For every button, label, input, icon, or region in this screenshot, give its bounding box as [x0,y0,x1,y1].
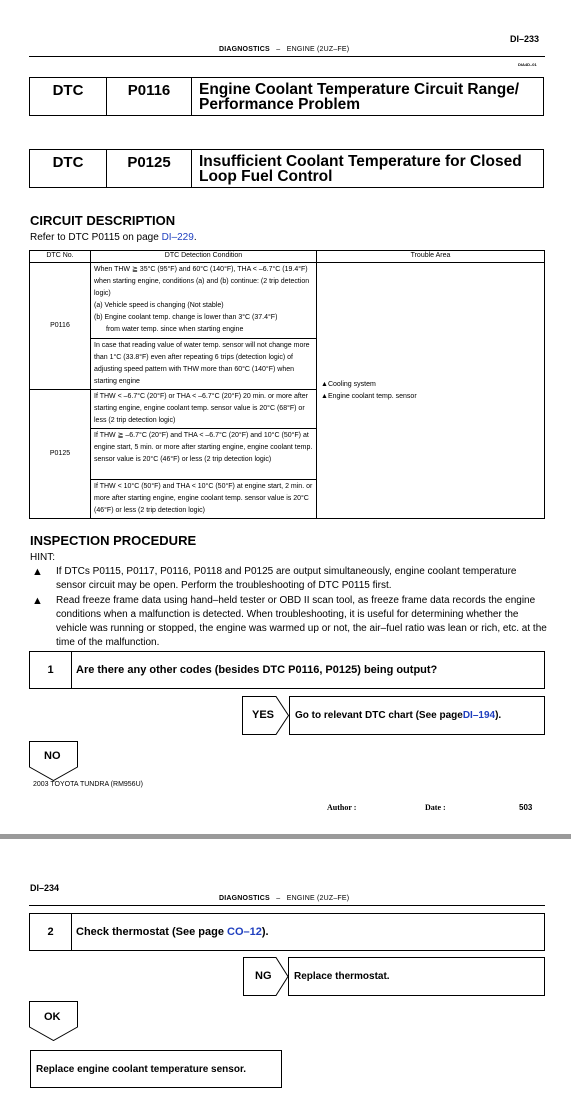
dtc-no-cell: P0125 [30,390,91,519]
step-question [72,926,269,938]
dtc-code: P0116 [107,78,192,115]
page-link-co12[interactable]: CO–12 [227,926,262,938]
hint-text: If DTCs P0115, P0117, P0116, P0118 and P0125 are output simultaneously, engine coolant temperature sensor circuit may be open. Perform the troubleshooting of DTC P0115 first. [56,566,517,591]
header-rule [29,905,545,906]
yes-result-box [289,696,545,735]
condition-cell: If THW ≧ –6.7°C (20°F) and THA < –6.7°C (20°F) and 10°C (50°F) at engine start, 5 min. or more after starting engine, engine coolant temp. sensor value is 20°C (46°F) or less (2 trip detection logic) [91,429,317,480]
step-text: Check thermostat (See page [76,926,227,938]
dtc-no-cell: P0116 [30,263,91,390]
running-header-section: DIAGNOSTICS [219,895,270,902]
hint-text: Read freeze frame data using hand–held tester or OBD II scan tool, as freeze frame data records the engine conditions when a malfunction is detected. When troubleshooting, it is useful for determining whether the vehicle was running or stopped, the engine was warmed up or not, the air–fuel ratio was lean or rich, etc. at the time of the malfunction. [56,595,547,648]
author-label: Author : [327,803,357,812]
trouble-area-text: Cooling system [327,380,376,388]
page-link-di229[interactable]: DI–229 [161,232,194,243]
dtc-p0125-title-box [29,149,544,188]
circuit-table [29,250,545,519]
dtc-title: Insufficient Coolant Temperature for Closed Loop Fuel Control [199,153,522,185]
table-row [30,263,545,339]
col-header-trouble-area: Trouble Area [317,251,545,263]
condition-text: When THW ≧ 35°C (95°F) and 60°C (140°F), THA < –6.7°C (19.4°F) when starting engine, conditions (a) and (b) continue: (2 trip detection logic) [94,266,310,297]
condition-text: (b) Engine coolant temp. change is lower than 3°C (37.4°F) [94,314,278,321]
step-question: Are there any other codes (besides DTC P0116, P0125) being output? [76,664,438,676]
ng-result-text: Replace thermostat. [294,971,390,982]
col-header-detection: DTC Detection Condition [91,251,317,263]
running-header-engine: ENGINE (2UZ–FE) [286,895,350,902]
yes-label: YES [252,709,275,721]
step-1-box [29,651,545,689]
doc-code: DIA4D–01 [518,62,537,67]
condition-cell: If THW < –6.7°C (20°F) or THA < –6.7°C (20°F) 20 min. or more after starting engine, engine coolant temp. sensor value is 20°C (68°F) or less (2 trip detection logic) [91,390,317,429]
table-header-row [30,251,545,263]
page-number: DI–234 [30,883,60,893]
running-header-engine: ENGINE (2UZ–FE) [286,46,350,53]
step-number: 1 [30,652,72,688]
dtc-label: DTC [30,150,107,187]
condition-cell [91,263,317,339]
yes-result-suffix: ). [495,710,502,721]
col-header-dtc-no: DTC No. [30,251,91,263]
running-header-dash: – [276,895,281,902]
condition-text: from water temp. since when starting engine [106,326,244,333]
dtc-code: P0125 [107,150,192,187]
final-action-text: Replace engine coolant temperature sensor. [36,1063,247,1075]
running-header [219,895,349,902]
final-action-box [30,1050,282,1088]
header-rule [29,56,545,57]
running-header-section: DIAGNOSTICS [219,46,270,53]
trouble-area-item: ▲Cooling system [321,380,376,388]
trouble-area-text: Engine coolant temp. sensor [327,392,417,400]
step-2-box [29,913,545,951]
step-number: 2 [30,914,72,950]
trouble-area-item: ▲Engine coolant temp. sensor [321,392,417,400]
ng-result-box [288,957,545,996]
condition-cell: In case that reading value of water temp. sensor will not change more than 1°C (33.8°F) even after repeating 6 trips (detection logic) of adjusting speed pattern with THW more than 60°C (140°F) when starting engine [91,339,317,390]
ok-label: OK [44,1011,61,1023]
running-header-dash: – [276,46,281,53]
sheet-number: 503 [519,803,533,812]
running-header [219,46,349,53]
dtc-title: Engine Coolant Temperature Circuit Range/ Performance Problem [199,81,520,113]
page-separator [0,834,571,839]
dtc-p0116-title-box [29,77,544,116]
step-suffix: ). [261,926,269,938]
condition-cell: If THW < 10°C (50°F) and THA < 10°C (50°F) at engine start, 2 min. or more after starting engine, engine coolant temp. sensor value is 20°C (46°F) or less (2 trip detection logic) [91,480,317,519]
page-link-di194[interactable]: DI–194 [462,710,496,721]
hint-item [32,594,547,650]
hint-item [32,565,547,593]
page-number: DI–233 [510,34,540,44]
yes-result-text: Go to relevant DTC chart (See page [295,710,463,721]
trouble-area-cell [317,263,545,519]
refer-text: Refer to DTC P0115 on page [30,232,162,243]
triangle-bullet-icon: ▲ [32,595,43,607]
footer-model: 2003 TOYOTA TUNDRA (RM956U) [33,781,143,788]
dtc-label: DTC [30,78,107,115]
refer-line [30,231,197,244]
hint-label: HINT: [30,552,55,563]
condition-text: (a) Vehicle speed is changing (Not stable) [94,302,224,309]
date-label: Date : [425,803,446,812]
ng-label: NG [255,970,272,982]
refer-suffix: . [193,232,197,243]
inspection-procedure-heading: INSPECTION PROCEDURE [30,533,197,548]
triangle-bullet-icon: ▲ [32,566,43,578]
circuit-description-heading: CIRCUIT DESCRIPTION [30,213,176,228]
no-label: NO [44,750,61,762]
